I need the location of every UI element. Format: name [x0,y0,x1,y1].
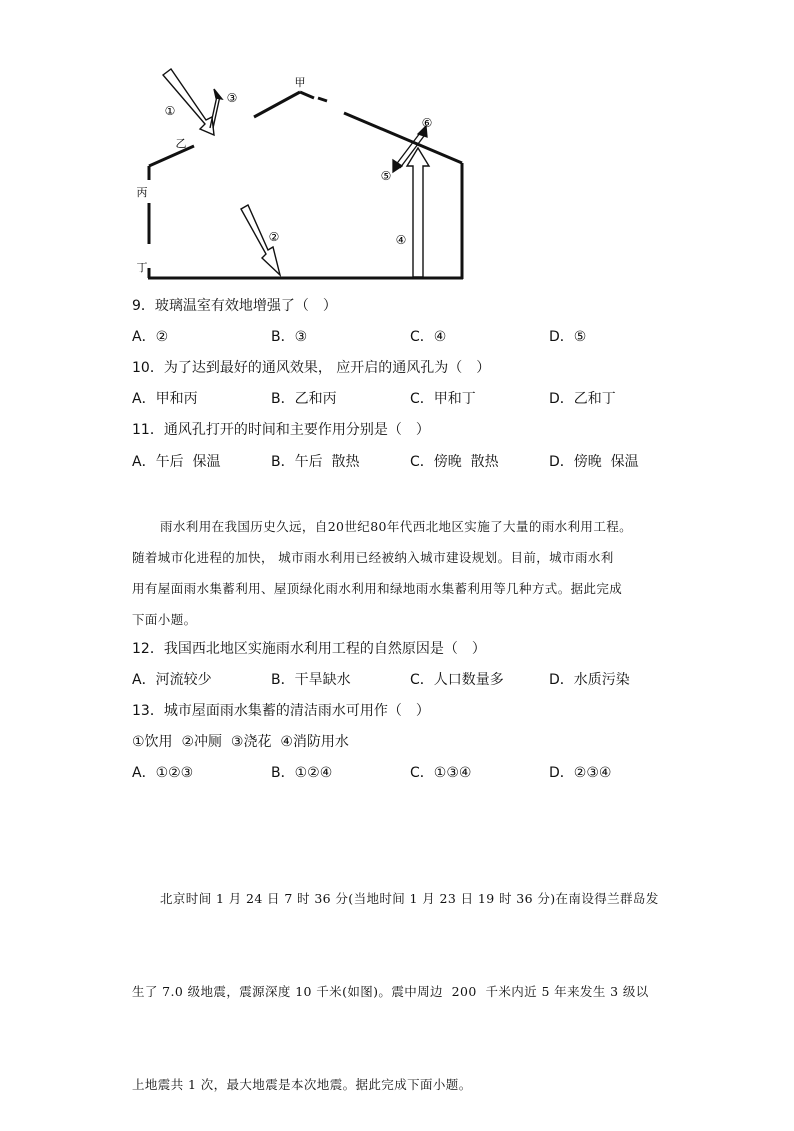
question-12-option-d[interactable]: D．水质污染 [549,672,630,688]
question-13-option-a[interactable]: A．①②③ [132,765,194,781]
arrow-label-2: ② [268,230,280,244]
label-ding: 丁 [136,261,148,274]
question-9-option-d[interactable]: D．⑤ [549,329,587,345]
question-10-option-b[interactable]: B．乙和丙 [271,391,337,407]
question-11-option-a[interactable]: A．午后 保温 [132,454,221,470]
arrow-label-4: ④ [395,233,407,247]
question-12-option-b[interactable]: B．干旱缺水 [271,672,351,688]
question-10-option-a[interactable]: A．甲和丙 [132,391,198,407]
passage-earthquake-line-3: 上地震共 1 次，最大地震是本次地震。据此完成下面小题。 [132,1077,472,1092]
question-12-option-a[interactable]: A．河流较少 [132,672,212,688]
arrow-1-solar-radiation [163,69,214,135]
passage-rainwater [132,511,662,635]
question-10-option-c[interactable]: C．甲和丁 [410,391,476,407]
arrow-label-3: ③ [226,91,238,105]
question-9-option-a[interactable]: A．② [132,329,169,345]
question-13-option-d[interactable]: D．②③④ [549,765,612,781]
passage-rainwater-line-1: 雨水利用在我国历史久远，自20世纪80年代西北地区实施了大量的雨水利用工程。 [160,519,633,534]
arrow-label-1: ① [164,104,176,118]
arrow-3-reflection [210,89,222,128]
passage-rainwater-line-3: 用有屋面雨水集蓄利用、屋顶绿化雨水利用和绿地雨水集蓄利用等几种方式。据此完成 [132,581,623,596]
question-13-option-b[interactable]: B．①②④ [271,765,333,781]
question-11-option-c[interactable]: C．傍晚 散热 [410,454,499,470]
question-13-stem: 13．城市屋面雨水集蓄的清洁雨水可用作（ ） [132,703,430,719]
question-11-stem: 11．通风孔打开的时间和主要作用分别是（ ） [132,422,430,438]
question-12-stem: 12．我国西北地区实施雨水利用工程的自然原因是（ ） [132,641,486,657]
question-9-stem: 9．玻璃温室有效地增强了（ ） [132,298,337,314]
arrow-label-5: ⑤ [380,169,392,183]
question-11-option-d[interactable]: D．傍晚 保温 [549,454,639,470]
question-12-option-c[interactable]: C．人口数量多 [410,672,504,688]
label-jia: 甲 [294,76,306,89]
passage-rainwater-line-2: 随着城市化进程的加快， 城市雨水利用已经被纳入城市建设规划。目前，城市雨水利 [132,550,614,565]
label-bing: 丙 [136,186,148,199]
arrow-4-ground-radiation [407,148,429,277]
greenhouse-outline [148,92,463,279]
arrow-label-6: ⑥ [421,116,433,130]
passage-earthquake [132,821,662,1131]
passage-earthquake-line-2: 生了 7.0 级地震，震源深度 10 千米(如图)。震中周边 200 千米内近 5 年来发生 3 级以 [132,984,649,999]
passage-earthquake-line-1: 北京时间 1 月 24 日 7 时 36 分(当地时间 1 月 23 日 19 时 36 分)在南设得兰群岛发 [160,891,659,906]
arrow-5-6-counter-radiation [393,126,427,172]
question-10-option-d[interactable]: D．乙和丁 [549,391,616,407]
question-13-option-c[interactable]: C．①③④ [410,765,472,781]
question-9-option-b[interactable]: B．③ [271,329,308,345]
question-9-option-c[interactable]: C．④ [410,329,447,345]
greenhouse-diagram [0,0,794,300]
question-13-uses: ①饮用 ②冲厕 ③浇花 ④消防用水 [132,734,349,750]
label-yi: 乙 [175,137,187,150]
passage-rainwater-line-4: 下面小题。 [132,612,197,627]
question-10-stem: 10．为了达到最好的通风效果， 应开启的通风孔为（ ） [132,360,491,376]
question-11-option-b[interactable]: B．午后 散热 [271,454,360,470]
